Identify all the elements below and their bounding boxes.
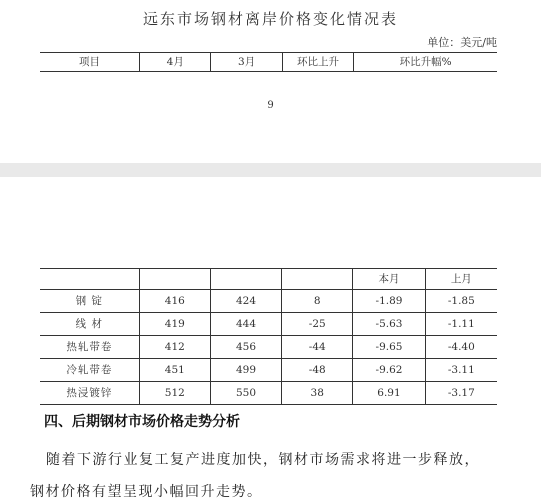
header-mom-pct: 环比升幅%	[354, 53, 497, 72]
row-april: 412	[139, 336, 210, 359]
row-pct-last: -3.17	[425, 382, 497, 405]
row-item: 热轧带卷	[40, 336, 139, 359]
row-pct-last: -4.40	[425, 336, 497, 359]
document-page-top	[0, 0, 541, 163]
row-pct-last: -3.11	[425, 359, 497, 382]
row-change: -25	[282, 313, 353, 336]
header-march: 3月	[211, 53, 282, 72]
row-march: 456	[210, 336, 281, 359]
row-march: 424	[210, 290, 281, 313]
row-change: -48	[282, 359, 353, 382]
row-april: 451	[139, 359, 210, 382]
row-change: 38	[282, 382, 353, 405]
header-april: 4月	[140, 53, 211, 72]
row-item: 热浸镀锌	[40, 382, 139, 405]
price-table-body	[40, 268, 497, 405]
table-row	[40, 313, 497, 336]
table-row	[40, 336, 497, 359]
row-item: 冷轧带卷	[40, 359, 139, 382]
row-pct-this: -5.63	[353, 313, 425, 336]
row-item: 线 材	[40, 313, 139, 336]
table-title: 远东市场钢材离岸价格变化情况表	[142, 10, 398, 28]
row-april: 419	[139, 313, 210, 336]
row-pct-this: -9.65	[353, 336, 425, 359]
row-pct-last: -1.85	[425, 290, 497, 313]
row-pct-last: -1.11	[425, 313, 497, 336]
section-heading: 四、后期钢材市场价格走势分析	[44, 414, 240, 430]
row-item: 钢 锭	[40, 290, 139, 313]
header-item: 项目	[79, 56, 101, 68]
paragraph-line-1: 随着下游行业复工复产进度加快，钢材市场需求将进一步释放，	[46, 452, 480, 468]
row-april: 416	[139, 290, 210, 313]
row-march: 499	[210, 359, 281, 382]
price-table-header	[40, 52, 497, 72]
row-change: 8	[282, 290, 353, 313]
row-march: 444	[210, 313, 281, 336]
row-pct-this: -9.62	[353, 359, 425, 382]
row-pct-this: 6.91	[353, 382, 425, 405]
row-april: 512	[139, 382, 210, 405]
page-gap	[0, 163, 541, 177]
table-row	[40, 382, 497, 405]
table-row	[40, 290, 497, 313]
document-page-bottom	[0, 177, 541, 498]
row-change: -44	[282, 336, 353, 359]
subheader-this-month: 本月	[353, 269, 425, 290]
table-row	[40, 359, 497, 382]
row-pct-this: -1.89	[353, 290, 425, 313]
row-march: 550	[210, 382, 281, 405]
unit-label: 单位：美元/吨	[427, 36, 497, 49]
subheader-last-month: 上月	[425, 269, 497, 290]
header-mom-change: 环比上升	[282, 53, 353, 72]
page-number: 9	[267, 100, 274, 111]
paragraph-line-2: 钢材价格有望呈现小幅回升走势。	[30, 484, 263, 500]
